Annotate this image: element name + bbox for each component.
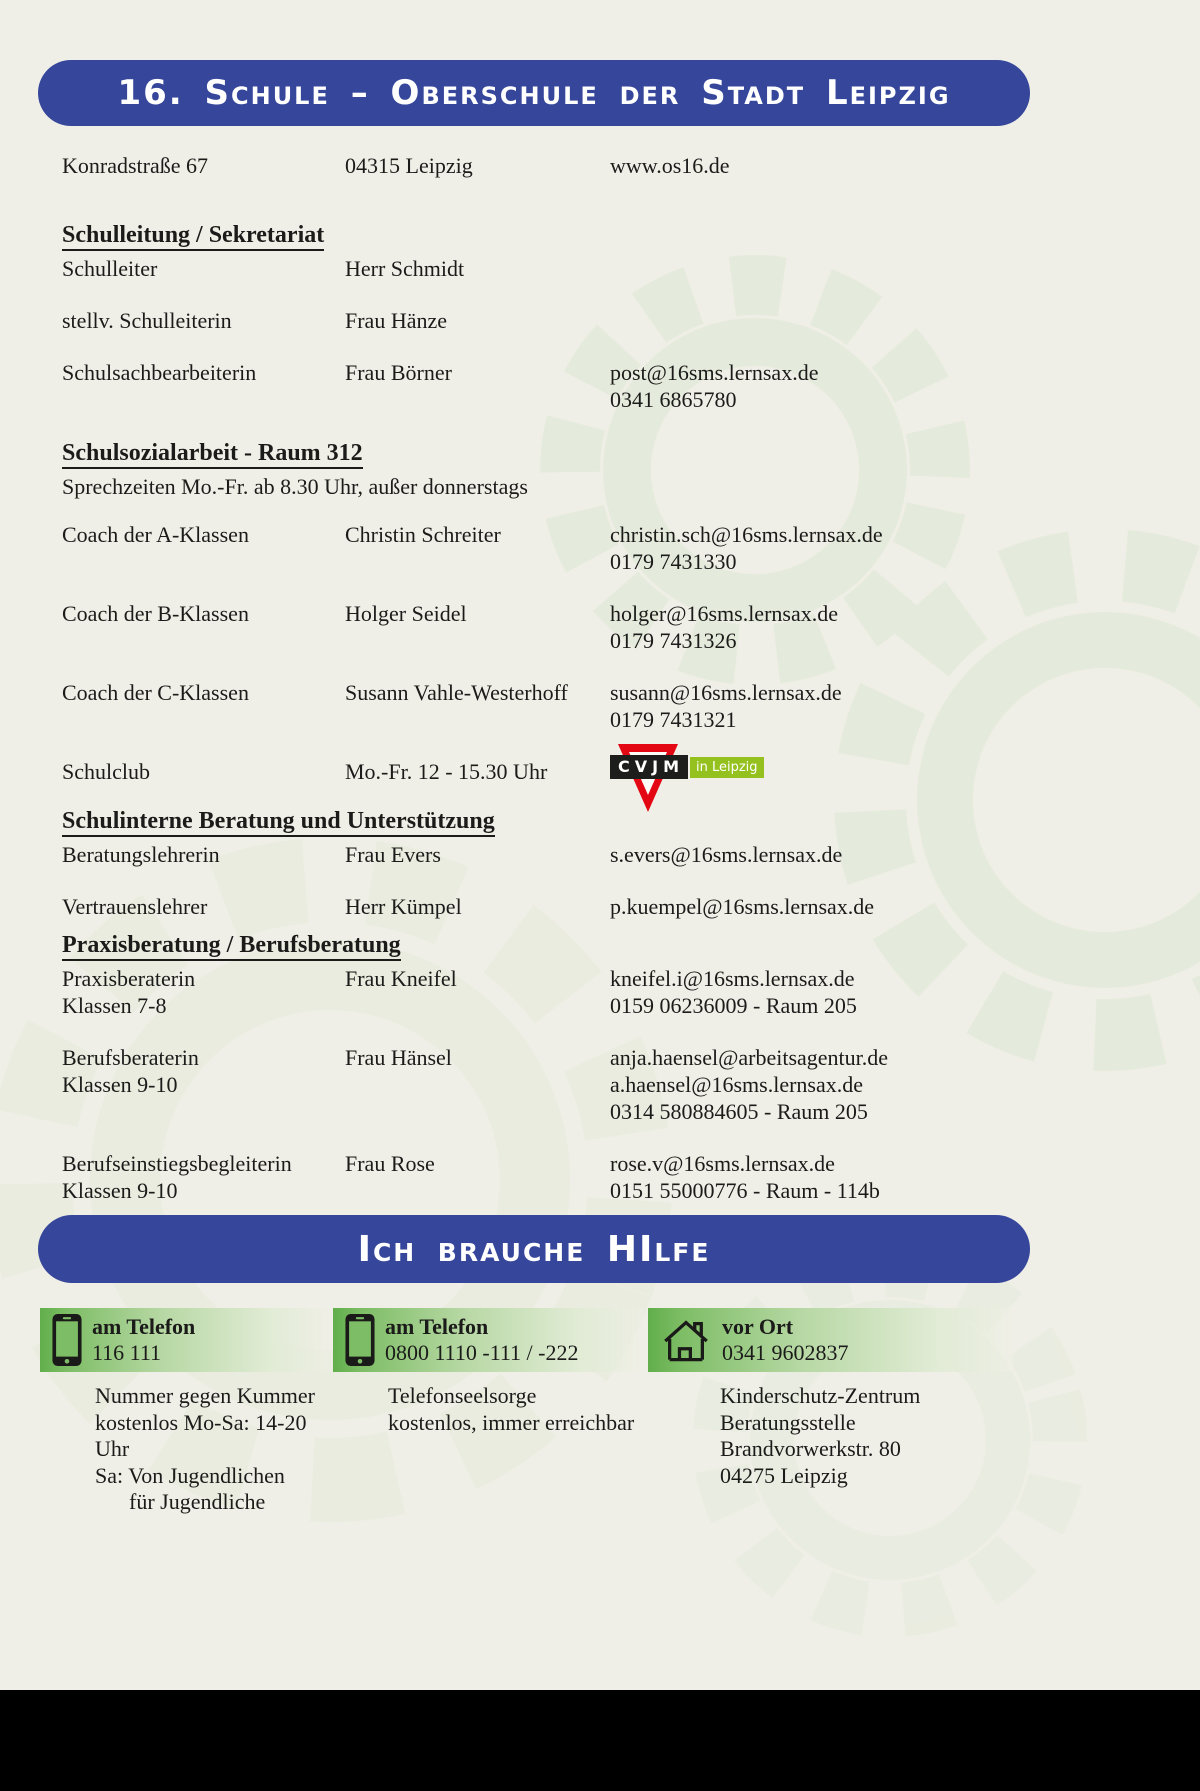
cvjm-logo [610, 742, 770, 814]
contact-row [62, 307, 1022, 334]
email-text: post@16sms.lernsax.de [610, 360, 819, 385]
card-line: 04275 Leipzig [720, 1462, 848, 1488]
contact-row [62, 600, 1022, 654]
phone-text: 0179 7431330 [610, 549, 737, 574]
person-name: Holger Seidel [345, 601, 467, 626]
contact-info [610, 600, 1022, 654]
person-name: Frau Rose [345, 1151, 435, 1176]
help-banner-title: Ich brauche HIlfe [357, 1228, 711, 1270]
page-title: 16. Schule – Oberschule der Stadt Leipzig [117, 73, 951, 113]
person-name: Herr Schmidt [345, 256, 465, 281]
address-city: 04315 Leipzig [345, 153, 473, 178]
phone-icon [344, 1313, 376, 1367]
role-label: Schulclub [62, 759, 150, 784]
section-praxisberatung [62, 932, 1022, 1204]
role-label: Coach der B-Klassen [62, 601, 249, 626]
email-text: holger@16sms.lernsax.de [610, 601, 838, 626]
person-name: Frau Hänze [345, 308, 448, 333]
website-url: www.os16.de [610, 153, 730, 178]
section-heading: Praxisberatung / Berufsberatung [62, 932, 1022, 961]
section-heading: Schulleitung / Sekretariat [62, 222, 1022, 251]
card-line: Brandvorwerkstr. 80 [720, 1436, 901, 1461]
contact-info [610, 359, 1022, 413]
contact-row [62, 255, 1022, 282]
section-heading: Schulinterne Beratung und Unterstützung [62, 808, 1022, 837]
email-text: rose.v@16sms.lernsax.de [610, 1151, 835, 1176]
contact-row [62, 758, 1022, 814]
phone-icon [51, 1313, 83, 1367]
role-label: Beratungslehrerin [62, 842, 220, 867]
help-card-telefon-1 [40, 1308, 332, 1516]
card-label: am Telefon [385, 1314, 489, 1339]
contact-row [62, 521, 1022, 575]
contact-info [610, 521, 1022, 575]
phone-text: 0179 7431326 [610, 628, 737, 653]
card-line: Beratungsstelle [720, 1409, 856, 1435]
card-label: am Telefon [92, 1314, 196, 1339]
person-name: Herr Kümpel [345, 894, 462, 919]
card-line: Telefonseelsorge [388, 1383, 537, 1408]
email-text: s.evers@16sms.lernsax.de [610, 842, 843, 867]
role-label: Coach der A-Klassen [62, 522, 249, 547]
person-name: Susann Vahle-Westerhoff [345, 680, 568, 705]
contact-row [62, 679, 1022, 733]
address-street: Konradstraße 67 [62, 153, 209, 178]
title-banner [38, 60, 1030, 126]
card-number: 0800 1110 -111 / -222 [385, 1340, 579, 1365]
section-schulleitung [62, 222, 1022, 413]
email-text: p.kuempel@16sms.lernsax.de [610, 894, 875, 919]
email-text: a.haensel@16sms.lernsax.de [610, 1072, 864, 1097]
contact-row [62, 965, 1022, 1019]
contact-info [610, 679, 1022, 733]
person-name: Frau Hänsel [345, 1045, 452, 1070]
card-line: kostenlos Mo-Sa: 14-20 Uhr [95, 1409, 307, 1461]
role-label: Vertrauenslehrer [62, 894, 208, 919]
email-text: anja.haensel@arbeitsagentur.de [610, 1045, 889, 1070]
person-name: Christin Schreiter [345, 522, 501, 547]
phone-text: 0341 6865780 [610, 387, 737, 412]
phone-text: 0179 7431321 [610, 707, 737, 732]
contact-info [610, 965, 1022, 1019]
role-label: Schulsachbearbeiterin [62, 360, 257, 385]
help-banner [38, 1215, 1030, 1283]
cvjm-location-badge: in Leipzig [690, 757, 764, 778]
contact-info [610, 1044, 1022, 1125]
role-label: Berufseinstiegsbegleiterin Klassen 9-10 [62, 1151, 292, 1203]
card-line: kostenlos, immer erreichbar [388, 1409, 635, 1435]
role-label: stellv. Schulleiterin [62, 308, 232, 333]
help-card-vor-ort [648, 1308, 1013, 1489]
contact-info [610, 1150, 1022, 1204]
card-number: 0341 9602837 [722, 1340, 849, 1365]
email-text: christin.sch@16sms.lernsax.de [610, 522, 883, 547]
phone-text: 0314 580884605 - Raum 205 [610, 1099, 868, 1124]
contact-row [62, 1150, 1022, 1204]
card-line: Kinderschutz-Zentrum [720, 1383, 921, 1408]
schulclub-hours: Mo.-Fr. 12 - 15.30 Uhr [345, 759, 548, 784]
email-text: kneifel.i@16sms.lernsax.de [610, 966, 855, 991]
role-label: Berufsberaterin Klassen 9-10 [62, 1045, 199, 1097]
role-label: Coach der C-Klassen [62, 680, 249, 705]
role-label: Praxisberaterin Klassen 7-8 [62, 966, 196, 1018]
card-line: für Jugendliche [129, 1489, 266, 1514]
section-schulinterne-beratung [62, 808, 1022, 920]
help-card-telefon-2 [333, 1308, 643, 1436]
person-name: Frau Börner [345, 360, 452, 385]
card-line: Nummer gegen Kummer [95, 1383, 315, 1408]
email-text: susann@16sms.lernsax.de [610, 680, 842, 705]
role-label: Schulleiter [62, 256, 158, 281]
bottom-black-bar [0, 1690, 1200, 1791]
contact-row [62, 359, 1022, 413]
cvjm-wordmark: CVJM [610, 755, 688, 779]
contact-row [62, 1044, 1022, 1125]
card-number: 116 111 [92, 1340, 162, 1365]
address-row [62, 152, 1022, 179]
phone-text: 0151 55000776 - Raum - 114b [610, 1178, 880, 1203]
contact-row [62, 893, 1022, 920]
section-heading: Schulsozialarbeit - Raum 312 [62, 440, 1022, 469]
person-name: Frau Kneifel [345, 966, 457, 991]
card-label: vor Ort [722, 1314, 794, 1339]
phone-text: 0159 06236009 - Raum 205 [610, 993, 857, 1018]
person-name: Frau Evers [345, 842, 441, 867]
section-schulsozialarbeit [62, 440, 1022, 814]
card-line: Sa: Von Jugendlichen [95, 1462, 285, 1488]
office-hours: Sprechzeiten Mo.-Fr. ab 8.30 Uhr, außer donnerstags [62, 474, 528, 499]
contact-row [62, 841, 1022, 868]
house-icon [662, 1318, 710, 1362]
